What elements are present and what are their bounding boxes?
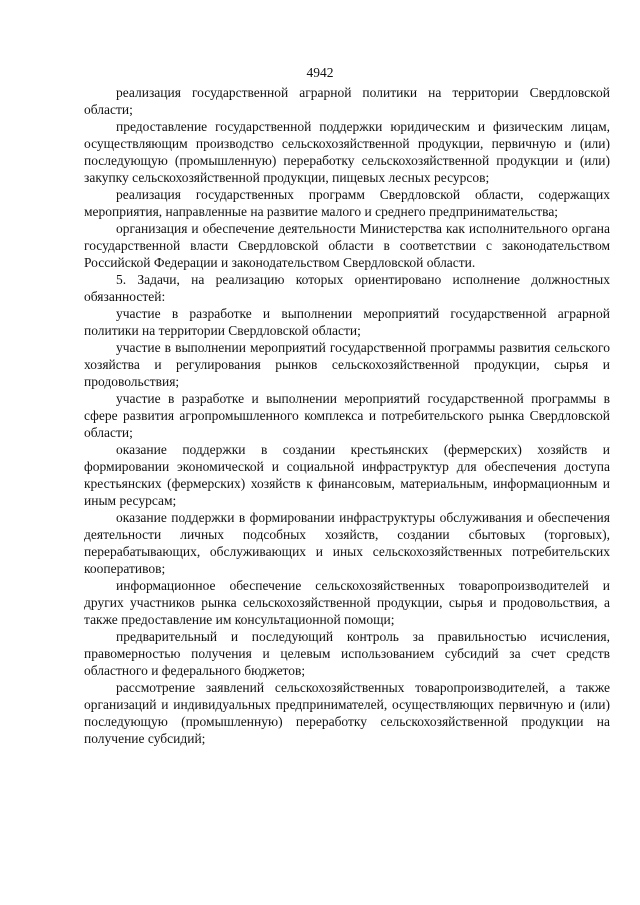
paragraph: оказание поддержки в создании крестьянских (фермерских) хозяйств и формировании экономической и социальной инфраструктур для обеспечения доступа крестьянских (фермерских) хозяйств к финансовым, материальным, информационным и иным ресурсам; bbox=[84, 442, 610, 508]
paragraph: реализация государственных программ Свердловской области, содержащих мероприятия, направленные на развитие малого и среднего предпринимательства; bbox=[84, 187, 610, 219]
paragraph: реализация государственной аграрной политики на территории Свердловской области; bbox=[84, 85, 610, 117]
paragraph: организация и обеспечение деятельности Министерства как исполнительного органа государственной власти Свердловской области в соответствии с законодательством Российской Федерации и законодательством Свердловской области. bbox=[84, 221, 610, 270]
paragraph: участие в разработке и выполнении мероприятий государственной программы в сфере развития агропромышленного комплекса и потребительского рынка Свердловской области; bbox=[84, 391, 610, 440]
paragraph: предоставление государственной поддержки юридическим и физическим лицам, осуществляющим производство сельскохозяйственной продукции, первичную и (или) последующую (промышленную) переработку сельскохозяйственной продукции и (или) закупку сельскохозяйственной продукции, пищевых лесных ресурсов; bbox=[84, 119, 610, 185]
page-number: 4942 bbox=[306, 65, 334, 80]
paragraph: предварительный и последующий контроль за правильностью исчисления, правомерностью получения и целевым использованием субсидий за счет средств областного и федерального бюджетов; bbox=[84, 629, 610, 678]
paragraph: участие в выполнении мероприятий государственной программы развития сельского хозяйства и регулирования рынков сельскохозяйственной продукции, сырья и продовольствия; bbox=[84, 340, 610, 389]
section-heading: 5. Задачи, на реализацию которых ориентировано исполнение должностных обязанностей: bbox=[84, 272, 610, 304]
paragraph: оказание поддержки в формировании инфраструктуры обслуживания и обеспечения деятельности личных подсобных хозяйств, создании сбытовых (торговых), перерабатывающих, обслуживающих и иных сельскохозяйственных потребительских кооперативов; bbox=[84, 510, 610, 576]
paragraph: рассмотрение заявлений сельскохозяйственных товаропроизводителей, а также организаций и индивидуальных предпринимателей, осуществляющих первичную и (или) последующую (промышленную) переработку сельскохозяйственной продукции на получение субсидий; bbox=[84, 680, 610, 746]
paragraph: информационное обеспечение сельскохозяйственных товаропроизводителей и других участников рынка сельскохозяйственной продукции, сырья и продовольствия, а также предоставление им консультационной помощи; bbox=[84, 578, 610, 627]
document-body bbox=[84, 84, 610, 747]
paragraph: участие в разработке и выполнении мероприятий государственной аграрной политики на территории Свердловской области; bbox=[84, 306, 610, 338]
